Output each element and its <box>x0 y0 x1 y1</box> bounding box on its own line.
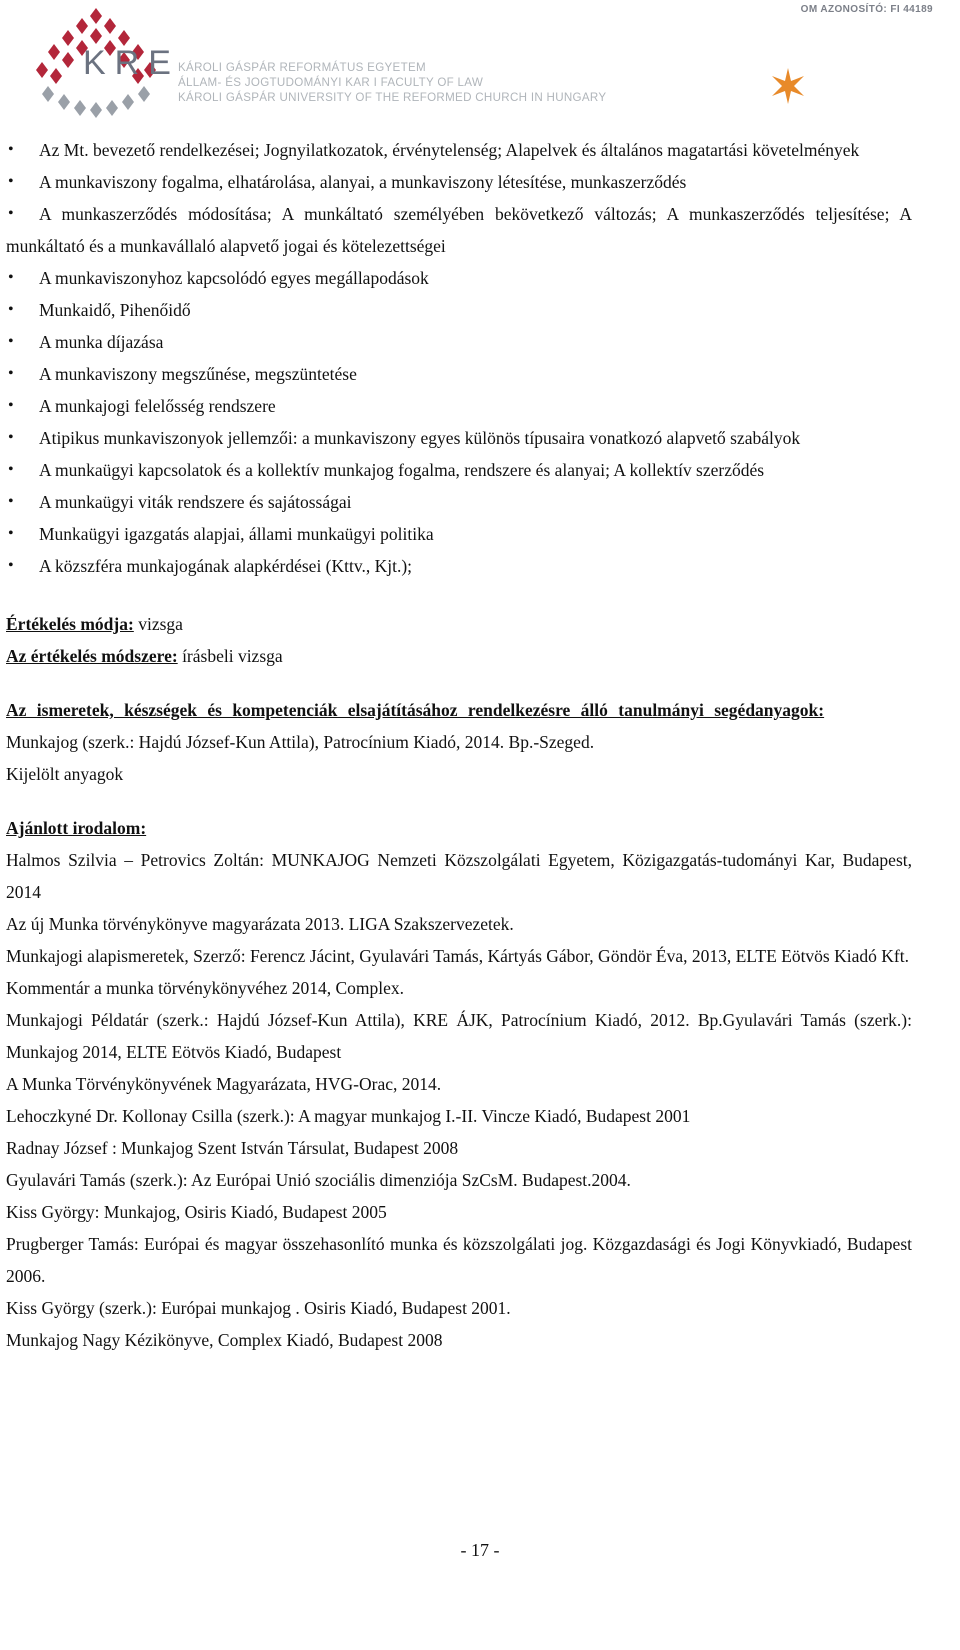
topic-item: • A munkajogi felelősség rendszere <box>6 390 912 422</box>
document-body <box>6 134 912 1356</box>
recommended-heading: Ajánlott irodalom: <box>6 818 147 838</box>
recommended-entry: Lehoczkyné Dr. Kollonay Csilla (szerk.): A magyar munkajog I.-II. Vincze Kiadó, Budapest 2001 <box>6 1106 691 1126</box>
materials-line: Kijelölt anyagok <box>6 764 124 784</box>
topic-item: • A közszféra munkajogának alapkérdései (Kttv., Kjt.); <box>6 550 912 582</box>
recommended-entry: Kiss György: Munkajog, Osiris Kiadó, Budapest 2005 <box>6 1202 387 1222</box>
star-ornament-icon <box>770 68 806 104</box>
evaluation-method <box>6 640 912 672</box>
institution-name <box>178 60 606 105</box>
topic-item: • Atipikus munkaviszonyok jellemzői: a munkaviszony egyes különös típusaira vonatkozó alapvető szabályok <box>6 422 912 454</box>
evaluation-method-label: Az értékelés módszere: <box>6 646 178 666</box>
recommended-entry: Az új Munka törvénykönyve magyarázata 2013. LIGA Szakszervezetek. <box>6 914 514 934</box>
om-identifier: OM AZONOSÍTÓ: FI 44189 <box>800 4 933 15</box>
recommended-entry: Kommentár a munka törvénykönyvéhez 2014, Complex. <box>6 978 405 998</box>
topic-item: • A munkaviszony fogalma, elhatárolása, alanyai, a munkaviszony létesítése, munkaszerződés <box>6 166 912 198</box>
recommended-entry: Gyulavári Tamás (szerk.): Az Európai Unió szociális dimenziója SzCsM. Budapest.2004. <box>6 1170 631 1190</box>
recommended-entry: Kiss György (szerk.): Európai munkajog . Osiris Kiadó, Budapest 2001. <box>6 1298 511 1318</box>
recommended-entry: Munkajogi alapismeretek, Szerző: Ferencz Jácint, Gyulavári Tamás, Kártyás Gábor, Göndör Éva, 2013, ELTE Eötvös Kiadó Kft. <box>6 946 909 966</box>
evaluation-method-value: írásbeli vizsga <box>177 646 283 666</box>
topic-item: • A munkaügyi kapcsolatok és a kollektív munkajog fogalma, rendszere és alanyai; A kollektív szerződés <box>6 454 912 486</box>
institution-line: ÁLLAM- ÉS JOGTUDOMÁNYI KAR I FACULTY OF LAW <box>178 76 484 89</box>
recommended-entry: A Munka Törvénykönyvének Magyarázata, HVG-Orac, 2014. <box>6 1074 442 1094</box>
topic-item: • Az Mt. bevezető rendelkezései; Jognyilatkozatok, érvénytelenség; Alapelvek és általános magatartási követelmények <box>6 134 912 166</box>
page-number: - 17 - <box>460 1540 500 1560</box>
kre-logo-text: KRE <box>83 44 180 82</box>
evaluation-type <box>6 608 912 640</box>
topic-item: • A munkaviszony megszűnése, megszüntetése <box>6 358 912 390</box>
recommended-entry: Munkajog Nagy Kézikönyve, Complex Kiadó, Budapest 2008 <box>6 1330 443 1350</box>
topic-item: • A munka díjazása <box>6 326 912 358</box>
topic-list <box>6 134 912 582</box>
topic-item: • A munkaszerződés módosítása; A munkáltató személyében bekövetkező változás; A munkaszerződés teljesítése; A munkáltató és a munkavállaló alapvető jogai és kötelezettségei <box>6 198 912 262</box>
recommended-entry: Munkajogi Példatár (szerk.: Hajdú József-Kun Attila), KRE ÁJK, Patrocínium Kiadó, 2012. Bp.Gyulavári Tamás (szerk.): Munkajog 2014, ELTE Eötvös Kiadó, Budapest <box>6 1010 912 1062</box>
recommended-entry: Prugberger Tamás: Európai és magyar összehasonlító munka és közszolgálati jog. Közgazdasági és Jogi Könyvkiadó, Budapest 2006. <box>6 1234 912 1286</box>
topic-item: • A munkaügyi viták rendszere és sajátosságai <box>6 486 912 518</box>
institution-line: KÁROLI GÁSPÁR UNIVERSITY OF THE REFORMED CHURCH IN HUNGARY <box>178 91 607 104</box>
institution-line: KÁROLI GÁSPÁR REFORMÁTUS EGYETEM <box>178 61 426 74</box>
page-header <box>0 0 960 125</box>
materials-heading: Az ismeretek, készségek és kompetenciák elsajátításához rendelkezésre álló tanulmányi segédanyagok: <box>6 700 825 720</box>
topic-item: • Munkaidő, Pihenőidő <box>6 294 912 326</box>
recommended-entry: Radnay József : Munkajog Szent István Társulat, Budapest 2008 <box>6 1138 459 1158</box>
topic-item: • Munkaügyi igazgatás alapjai, állami munkaügyi politika <box>6 518 912 550</box>
recommended-entry: Halmos Szilvia – Petrovics Zoltán: MUNKAJOG Nemzeti Közszolgálati Egyetem, Közigazgatás-tudományi Kar, Budapest, 2014 <box>6 850 912 902</box>
evaluation-type-label: Értékelés módja: <box>6 614 134 634</box>
materials-line: Munkajog (szerk.: Hajdú József-Kun Attila), Patrocínium Kiadó, 2014. Bp.-Szeged. <box>6 732 595 752</box>
topic-item: • A munkaviszonyhoz kapcsolódó egyes megállapodások <box>6 262 912 294</box>
evaluation-type-value: vizsga <box>133 614 183 634</box>
